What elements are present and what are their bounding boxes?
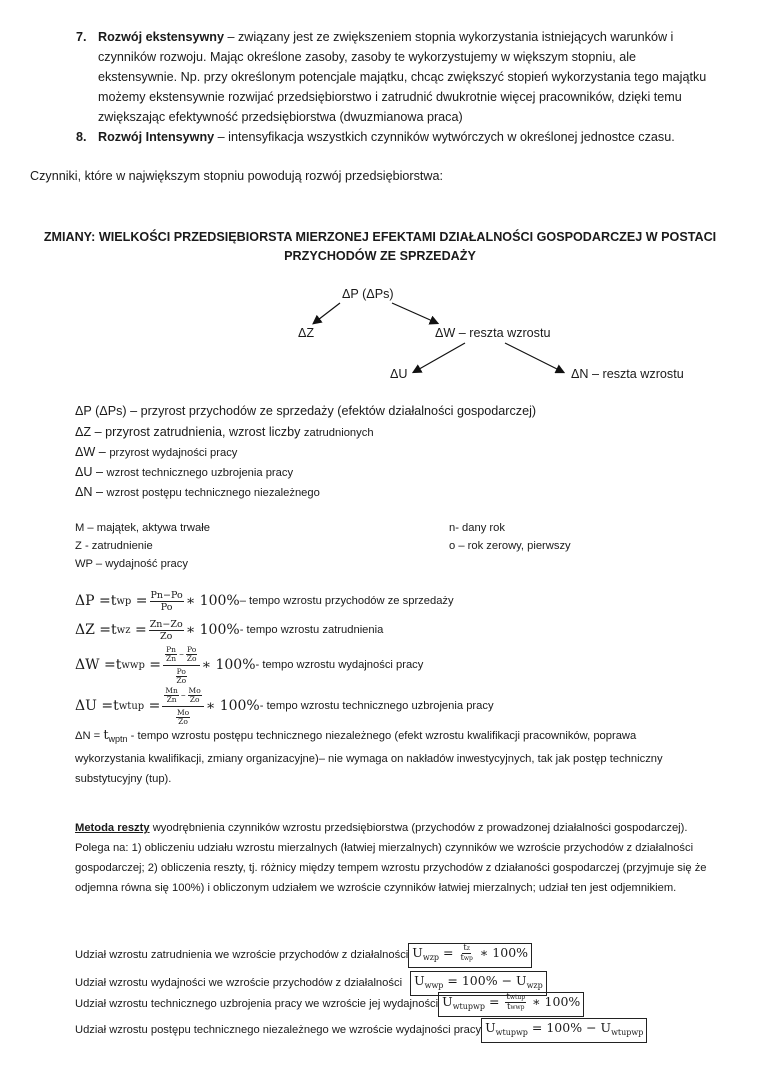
share-2: Udział wzrostu wydajności we wzroście przychodów z działalności $U_{wwp} = 100\% - U_{wzp}$ [75,971,547,996]
arrow-to-w [392,303,437,323]
boxed-formula: $U_{wtupwp}$ = $\frac{\text{twtup}}{\text{twwp}}$ ∗ 100% [438,992,584,1017]
boxed-formula: $U_{wwp} = 100\% - U_{wzp}$ [410,971,547,996]
text-line: możemy ekstensywnie rozwijać przedsiębiorstwo i zatrudnić dwukrotnie więcej pracowników, dzięki temu [98,90,682,104]
symbol-wp: WP – wydajność pracy [75,558,188,570]
list-item-text: Rozwój ekstensywny – związany jest ze zwiększeniem stopnia wykorzystania istniejących warunków i [98,30,674,44]
list-item-text: Rozwój Intensywny – intensyfikacja wszystkich czynników wytwórczych w określonej jednostce czasu. [98,130,675,144]
diagram-u: ΔU [390,367,408,381]
list-term: Rozwój ekstensywny [98,30,224,44]
text-line: ekstensywnie. Np. przy określonym potencjale majątku, chcąc zwiększyć stopień wykorzystania tego majątku [98,70,707,84]
share-1: Udział wzrostu zatrudnienia we wzroście przychodów z działalności $U_{wzp}$ = $\frac{tz}{\text{twp}}$ ∗ 100% [75,943,532,968]
nested-fraction: $\frac{Mn}{Zn}$ − $\frac{Mo}{Zo}$ $\frac{Mo}{Zo}$ [162,686,203,727]
symbol-o: o – rok zerowy, pierwszy [449,540,571,552]
definition-n: ΔN – wzrost postępu technicznego niezależnego [75,485,320,499]
list-number: 7. [76,30,87,44]
section-heading: ZMIANY: WIELKOŚCI PRZEDSIĘBIORSTA MIERZONEJ EFEKTAMI DZIAŁALNOŚCI GOSPODARCZEJ W POSTACI PRZYCHODÓW ZE SPRZEDAŻY [43,230,717,263]
diagram-z: ΔZ [298,326,315,340]
boxed-formula: $U_{wtupwp} = 100\% - U_{wtupwp}$ [481,1018,647,1043]
definition-w: ΔW – przyrost wydajności pracy [75,445,238,459]
text-line: zwiększając efektywność przedsiębiorstwa (dwuzmianowa praca) [98,110,463,124]
fraction: $\frac{Pn-Po}{Po}$ [150,590,183,613]
formula-z: ΔZ = t wz = $\frac{Zn-Zo}{Zo}$ ∗ 100% - tempo wzrostu zatrudnienia [75,619,384,642]
definition-u: ΔU – wzrost technicznego uzbrojenia pracy [75,465,294,479]
formula-u: ΔU = t wtup = $\frac{Mn}{Zn}$ − $\frac{Mo}{Zo}$ $\frac{Mo}{Zo}$ ∗ 100% - tempo wzrostu technicznego uzbrojenia pracy [75,685,494,727]
share-4: Udział wzrostu postępu technicznego niezależnego we wzroście wydajności pracy $U_{wtupwp} = 100\% - U_{wtupwp}$ [75,1018,647,1043]
intro-text: Czynniki, które w największym stopniu powodują rozwój przedsiębiorstwa: [30,169,443,183]
arrow-to-z [314,303,340,323]
formula-w: ΔW = t wwp = $\frac{Pn}{Zn}$ − $\frac{Po}{Zo}$ $\frac{Po}{Zo}$ ∗ 100% - tempo wzrostu wydajności pracy [75,644,424,686]
formula-p: ΔP = t wp = $\frac{Pn-Po}{Po}$ ∗ 100% – tempo wzrostu przychodów ze sprzedaży [75,590,454,613]
diagram-n: ΔN – reszta wzrostu [571,367,684,381]
list-number: 8. [76,130,87,144]
symbol-m: M – majątek, aktywa trwałe [75,522,210,534]
symbol-n: n- dany rok [449,522,505,534]
symbol-z: Z - zatrudnienie [75,540,153,552]
definition-z: ΔZ – przyrost zatrudnienia, wzrost liczby zatrudnionych [75,425,374,439]
fraction: $\frac{Zn-Zo}{Zo}$ [149,619,183,642]
method-title: Metoda reszty [75,822,150,834]
boxed-formula: $U_{wzp}$ = $\frac{tz}{\text{twp}}$ ∗ 100% [408,943,532,968]
list-term: Rozwój Intensywny [98,130,215,144]
diagram-w: ΔW – reszta wzrostu [435,326,551,340]
method-paragraph: Metoda reszty wyodrębnienia czynników wzrostu przedsiębiorstwa (przychodów z prowadzonej działalności gospodarczej). Polega na: 1) obliczeniu udziału wzrostu mierzalnych (łatwiej mierzalnych) czynników we wzroście przychodów z działalności gospodarczej; 2) obliczenia reszty, tj. różnicy między tempem wzrostu przychodów z działaności gospodarczej (przyjmuje się że odjemna równa się 100%) i obliczonym udziałem we wzroście czynników łatwiej mierzalnych; udział ten jest odjemnikiem. [75,822,707,894]
diagram-root: ΔP (ΔPs) [342,287,394,301]
share-3: Udział wzrostu technicznego uzbrojenia pracy we wzroście jej wydajności $U_{wtupwp}$ = $\frac{\text{twtup}}{\text{twwp}}$ ∗ 100% [75,992,584,1017]
nested-fraction: $\frac{Pn}{Zn}$ − $\frac{Po}{Zo}$ $\frac{Po}{Zo}$ [163,645,199,686]
formula-n: $\Delta N = t_{wptn}$ - tempo wzrostu postępu technicznego niezależnego (efekt wzrostu kwalifikacji pracowników, poprawa wykorzystania kwalifikacji, zmiany organizacyjne)– nie wymaga on nakładów inwestycyjnych, tak jak postęp techniczny substytucyjny (tup). [75,728,663,785]
definition-p: ΔP (ΔPs) – przyrost przychodów ze sprzedaży (efektów działalności gospodarczej) [75,404,537,418]
arrow-to-u [414,343,465,372]
arrow-to-n [505,343,563,372]
text-line: czynników rozwoju. Mając określone zasoby, zasoby te wykorzystujemy w większym stopniu, ale [98,50,637,64]
